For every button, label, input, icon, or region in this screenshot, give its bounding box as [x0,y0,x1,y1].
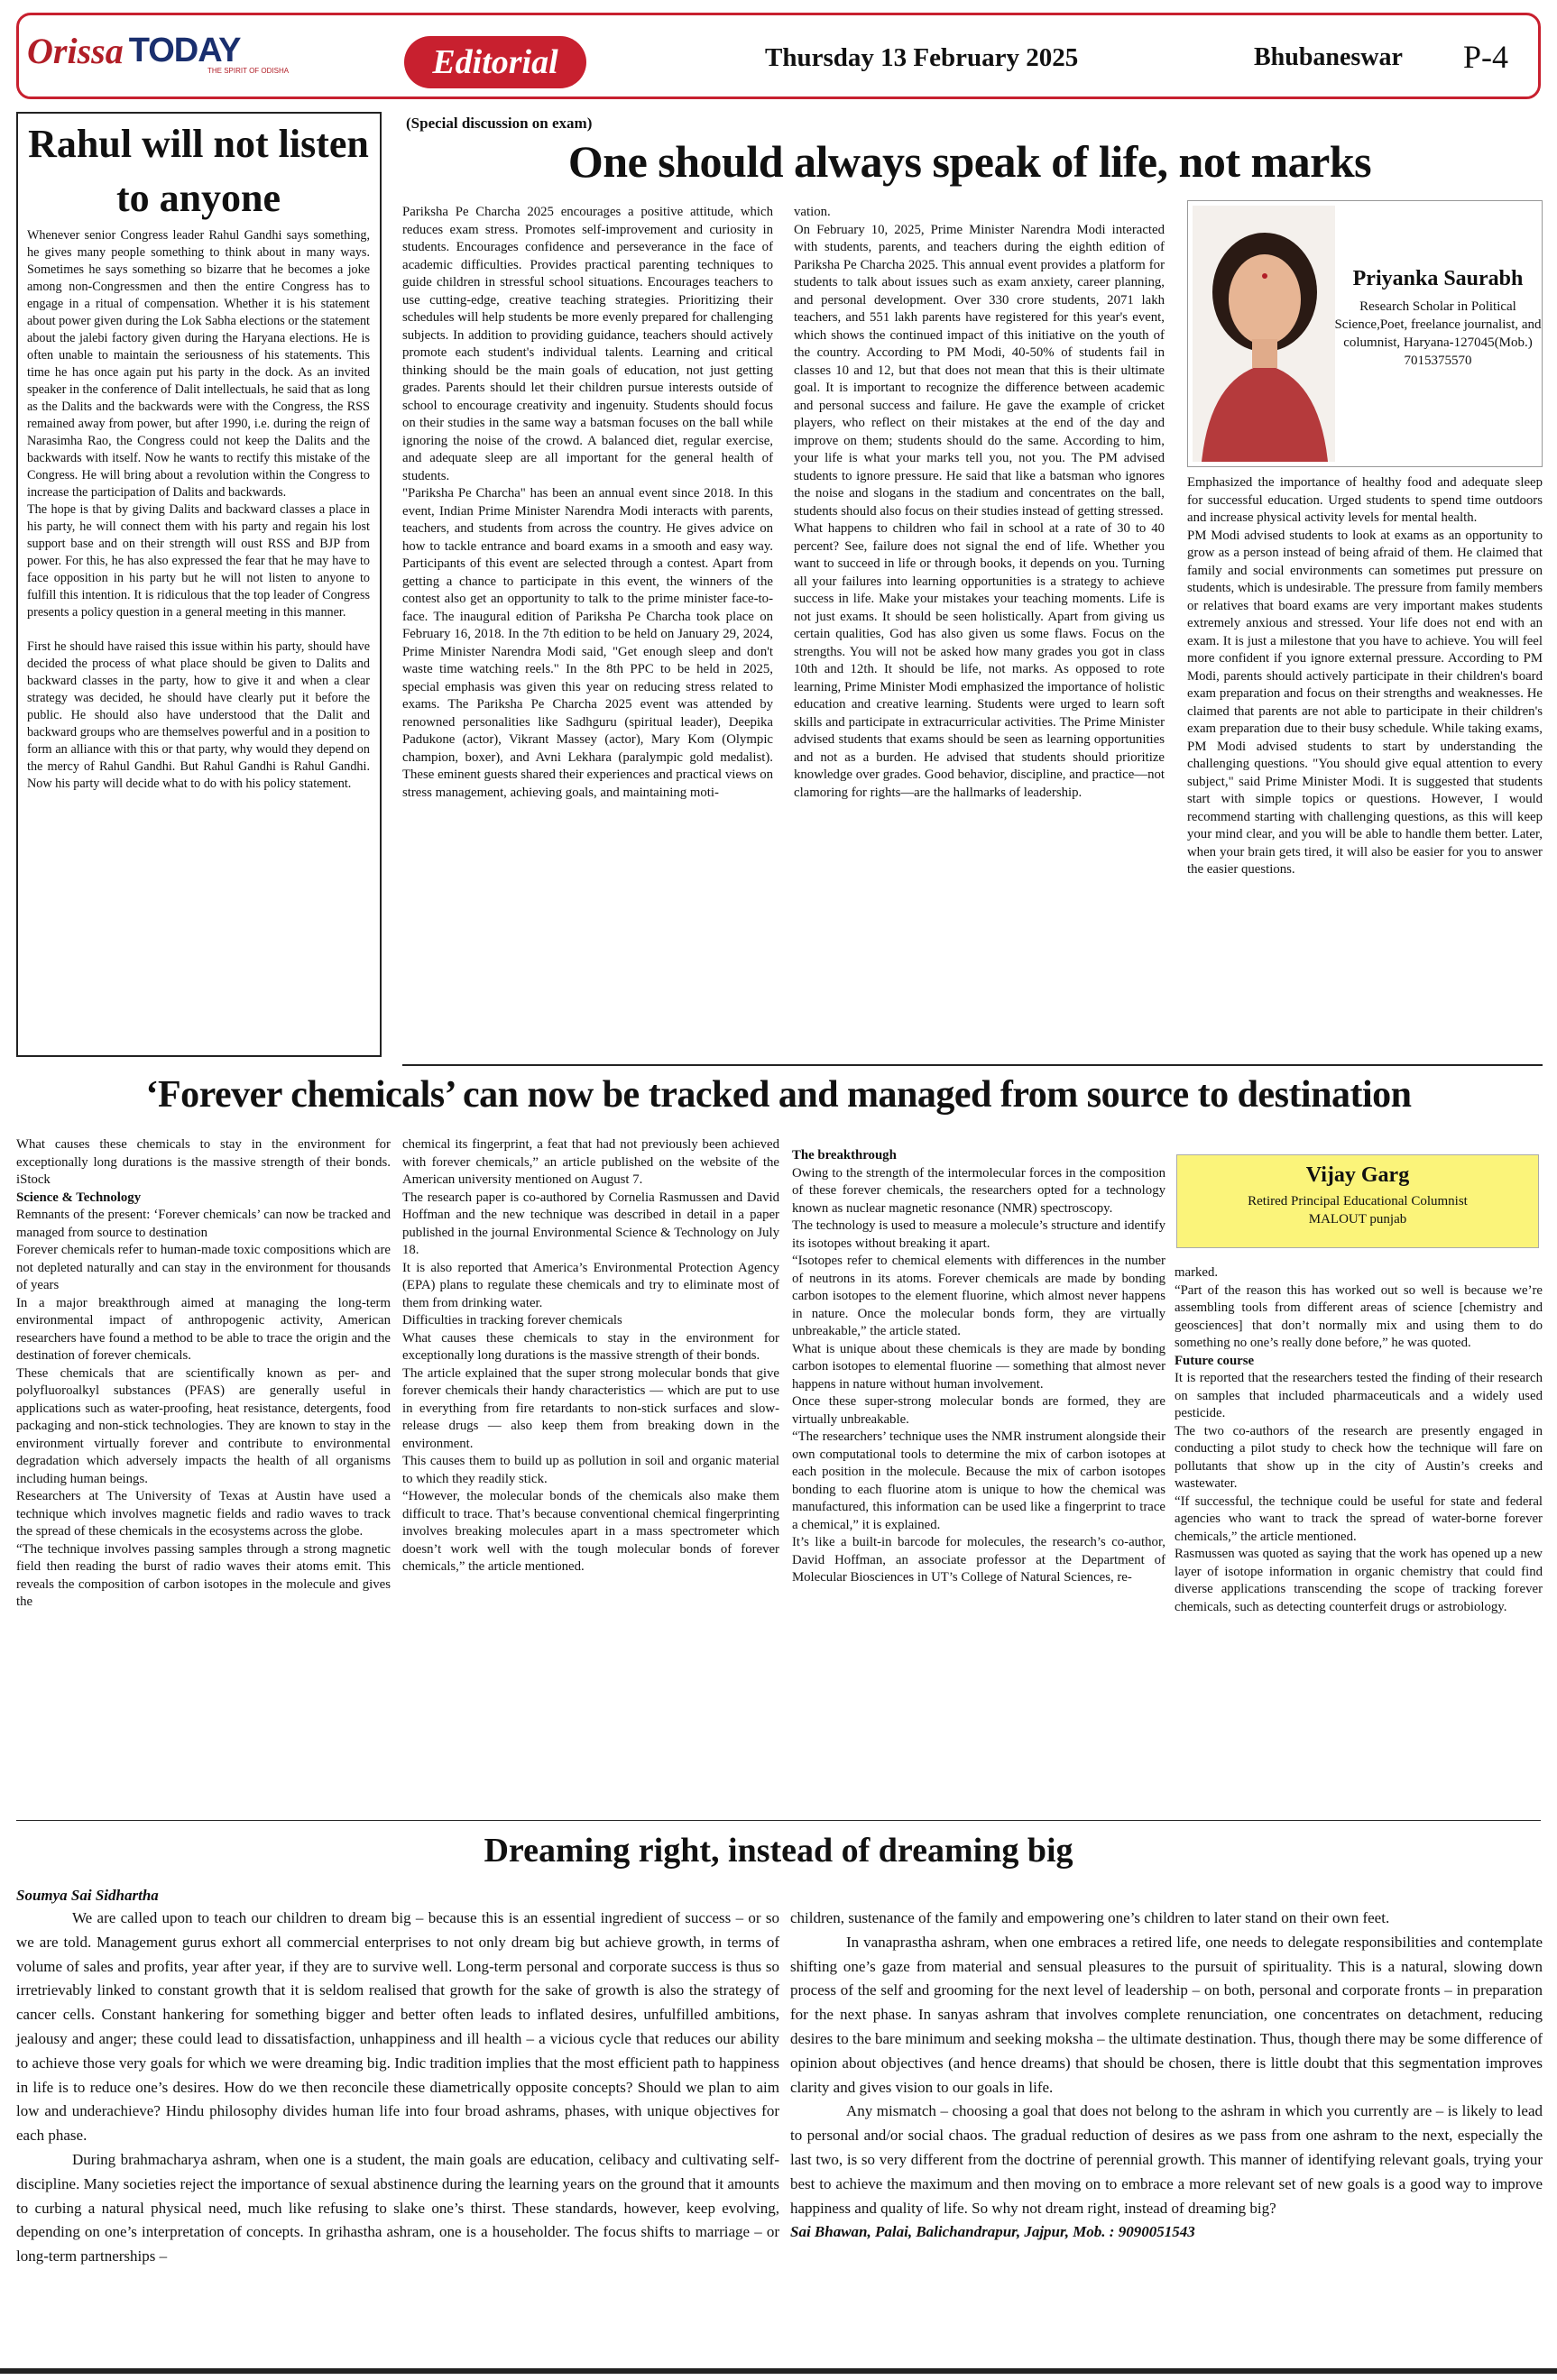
chemicals-column-2 [402,1136,779,1576]
paragraph: "Pariksha Pe Charcha" has been an annual event since 2018. In this event, Indian Prime Minister Narendra Modi interacts with parents, teachers, and students from across the country. He gives advice on how to tackle entrance and board exams in a smooth and easy way. Participants of this event are selected through a contest. Apart from getting a chance to participate in this event, the winners of the contest also get an opportunity to talk to the prime minister face-to-face. The inaugural edition of Pariksha Pe Charcha took place on February 16, 2018. In the 7th edition to be held on January 29, 2024, Prime Minister Narendra Modi said, "Get enough sleep and don't waste time watching reels." In the 8th PPC to be held in 2025, special emphasis was given this year on reducing stress related to exams. The Pariksha Pe Charcha 2025 event was attended by renowned personalities like Sadhguru (spiritual leader), Deepika Padukone (actor), Vikrant Massey (actor), Mary Kom (Olympic champion, boxer), and Avni Lekhara (paralympic gold medalist). These eminent guests shared their experiences and practical views on stress management, achieving goals, and maintaining moti- [402,486,773,800]
subhead: Science & Technology [16,1190,142,1205]
dreaming-signature: Sai Bhawan, Palai, Balichandrapur, Jajpur, Mob. : 9090051543 [790,2223,1195,2241]
dreaming-column-1 [16,1907,779,2269]
paragraph: In vanaprastha ashram, when one embraces a retired life, one needs to delegate responsibilities and contemplate shifting one’s gaze from material and sensual pleasures to the pursuit of spirituality. This is a natural, slowing down process of the self and grooming for the next level of leadership – on both, personal and corporate fronts – in preparation for the next phase. In sanyas ashram that involves complete renunciation, one concentrates on detachment, reducing desires to the bare minimum and seeking moksha – the ultimate destination. Thus, though there may be some difference of opinion about objectives (and hence dreams) that should be chosen, there is little doubt that this segmentation improves clarity and gives vision to our goals in life. [790,1933,1543,2096]
newspaper-logo[interactable] [27,27,290,75]
chemicals-author-name: Vijay Garg [1305,1163,1410,1187]
issue-city: Bhubaneswar [1254,43,1403,71]
chemicals-author-description [1176,1192,1539,1228]
paragraph: It’s like a built-in barcode for molecules, the research’s co-author, David Hoffman, an associate professor at the Department of Molecular Biosciences in UT’s College of Natural Sciences, re- [792,1535,1165,1585]
section-divider [16,1820,1541,1821]
paragraph: “The technique involves passing samples through a strong magnetic field then reading the burst of radio waves their atoms emit. This reveals the composition of carbon isotopes in the molecule and gives the [16,1541,391,1609]
paragraph: The article explained that the super strong molecular bonds that give forever chemicals their handy characteristics — which are put to use in everything from fire retardants to non-stick surfaces and slow-release drugs — also keep them from breaking down in the environment. [402,1365,779,1451]
paragraph: What causes these chemicals to stay in the environment for exceptionally long durations is the massive strength of their bonds. [402,1330,779,1363]
paragraph: children, sustenance of the family and empowering one’s children to later stand on their own feet. [790,1909,1390,1926]
paragraph: The two co-authors of the research are presently engaged in conducting a pilot study to check how the technique will fare on pollutants that show up in the city of Austin’s creeks and wastewater. [1175,1423,1543,1491]
paragraph: This causes them to build up as pollution in soil and organic material to which they readily stick. [402,1454,779,1486]
paragraph: These chemicals that are scientifically known as per- and polyfluoroalkyl substances (PFAS) are generally useful in applications such as water-proofing, heat resistance, detergents, food packaging and non-stick technologies. They are known to stay in the environment virtually forever and contribute to environmental degradation which adversely impacts the health of all organisms including human beings. [16,1365,391,1486]
paragraph: vation. [794,205,831,219]
logo-tagline: THE SPIRIT OF ODISHA [207,67,290,75]
paragraph: PM Modi advised students to look at exams as an opportunity to grow as a person instead of being afraid of them. He claimed that family and social environments can sometimes put pressure on students, which is undesirable. The pressure from family members or relatives that board exams are very important makes students extremely anxious and stressed. Your life does not end with an exam. It is just a milestone that you have to achieve. You will feel more confident if you ignore external pressure. According to PM Modi, parents should actively participate in their children's board exam preparation and focus on their strengths and weaknesses. He claimed that parents are not able to participate in their children's exam preparation due to their busy schedule. While taking exams, PM Modi advised students to start by understanding the challenging questions. "You should give equal attention to every subject," said Prime Minister Modi. It is suggested that students start with simple topics or questions. However, I would recommend starting with challenging questions, as this will keep your mind clear, and you will be able to handle them better. Later, when your brain gets tired, it will also be easier for you to answer the easier questions. [1187,528,1543,877]
paragraph: What causes these chemicals to stay in the environment for exceptionally long durations is the massive strength of their bonds. iStock [16,1137,391,1187]
paragraph: What is unique about these chemicals is they are made by bonding carbon isotopes to elemental fluorine — something that almost never happens in nature without human involvement. [792,1341,1165,1392]
page-number: P-4 [1463,39,1509,75]
paragraph: The hope is that by giving Dalits and backward classes a place in his party, he will connect them with his party and regain his lost support base and on their strength will oust RSS and BJP from power. For this, he has also expressed the fear that he may have to face opposition in his party but he will not listen to anyone to fulfill this intention. It is ridiculous that the top leader of Congress presents a policy question in a general meeting in this manner. [27,502,370,620]
subhead: Difficulties in tracking forever chemicals [402,1313,622,1328]
logo-orissa: Orissa [27,30,124,71]
paragraph: We are called upon to teach our children to dream big – because this is an essential ingredient of success – or so we are told. Management gurus exhort all commercial enterprises to not only dream big but achieve growth, in terms of volume of sales and profits, year after year, if they are to survive well. Long-term personal and corporate success is thus so irretrievably linked to constant growth that it is seldom realised that growth for the sake of growth is also the strategy of cancer cells. Constant hankering for something bigger and better often leads to inflated desires, unfulfilled ambitions, jealousy and anger; these could lead to dissatisfaction, unhappiness and ill health – a vicious cycle that reduces our ability to achieve those very goals for which we were dreaming big. Indic tradition implies that the most efficient path to happiness in life is to reduce one’s desires. How do we then reconcile these diametrically opposite concepts? Should we plan to aim low and underachieve? Hindu philosophy divides human life into four broad ashrams, phases, with unique objectives for each phase. [16,1909,779,2145]
paragraph: “Isotopes refer to chemical elements with differences in the number of neutrons in its atoms. Forever chemicals are made by bonding carbon isotopes to the element fluorine, which almost never happens in nature. Once the molecular bonds form, they are virtually unbreakable,” the article stated. [792,1254,1165,1338]
paragraph: Whenever senior Congress leader Rahul Gandhi says something, he gives many people something to think about in many ways. Sometimes he says something so bizarre that he becomes a joke among non-Congressmen and then the entire Congress has to engage in a ritual of compensation. Whether it is his statement about power given during the Lok Sabha elections or the statement about the jalebi factory given during the Haryana elections. He is often unable to maintain the seriousness of his statements. This time he has once again put his party in the dock. As an invited speaker in the conference of Dalit intellectuals, he said that as long as the Dalits and the backwards were with the Congress, the RSS remained away from power, but after 1990, i.e. during the reign of Narasimha Rao, the Congress could not keep the Dalits and the backwards with itself. Now he wants to rectify this mistake of the Congress. He will bring about a revolution within the Congress to increase the participation of Dalits and backwards. [27,228,370,500]
subhead: The breakthrough [792,1148,897,1162]
logo-today: TODAY [128,31,241,69]
paragraph: “Part of the reason this has worked out so well is because we’re assembling tools from different areas of science [chemistry and geosciences] that don’t normally mix and using them to do something no one’s really done before,” he was quoted. [1175,1282,1543,1350]
rahul-article-body [27,227,370,793]
paragraph: The technology is used to measure a molecule’s structure and identify its isotopes without breaking it apart. [792,1218,1165,1251]
exam-headline: One should always speak of life, not marks [567,136,1372,187]
exam-column-3 [1187,474,1543,879]
chemicals-column-3 [792,1147,1165,1587]
paragraph: chemical its fingerprint, a feat that had not previously been achieved with forever chemicals,” an article published on the website of the American university mentioned on August 7. [402,1137,779,1187]
paragraph: Researchers at The University of Texas at Austin have used a technique which involves magnetic fields and radio waves to track the spread of these chemicals in the ecosystems across the globe. [16,1489,391,1539]
paragraph: Forever chemicals refer to human-made toxic compositions which are not depleted naturally and can stay in the environment for thousands of years [16,1243,391,1292]
dreaming-headline: Dreaming right, instead of dreaming big [484,1832,1073,1870]
paragraph: Once these super-strong molecular bonds are formed, they are virtually unbreakable. [792,1394,1165,1427]
paragraph: It is reported that the researchers tested the finding of their research on samples that included pharmaceuticals and a widely used pesticide. [1175,1371,1543,1420]
paragraph: marked. [1175,1265,1219,1280]
dreaming-byline: Soumya Sai Sidhartha [16,1887,159,1904]
exam-author-name: Priyanka Saurabh [1352,267,1524,290]
author-photo [1193,206,1335,462]
paragraph: Owing to the strength of the intermolecular forces in the composition of these forever chemicals, the researchers opted for a technology known as nuclear magnetic resonance (NMR) spectroscopy. [792,1165,1165,1216]
exam-column-2 [794,204,1165,802]
subhead: Future course [1175,1353,1255,1368]
exam-column-1 [402,204,773,802]
paragraph: The research paper is co-authored by Cornelia Rasmussen and David Hoffman and the new technique was described in detail in a paper published in the journal Environmental Science & Technology on July 18. [402,1190,779,1257]
section-badge: Editorial [404,36,586,88]
paragraph: “The researchers’ technique uses the NMR instrument alongside their own computational tools to determine the mix of carbon isotopes at each position in the molecule. Because the mix of carbon isotopes bonding to each fluorine atom is unique to how the chemical was manufactured, this information can be used like a fingerprint to trace a chemical,” it is explained. [792,1429,1165,1532]
paragraph: Rasmussen was quoted as saying that the work has opened up a new layer of isotope information in organic chemistry that could find diverse applications transcending the scope of tracking forever chemicals, such as detecting counterfeit drugs or astrobiology. [1175,1547,1543,1614]
dreaming-column-2 [790,1907,1543,2245]
chemicals-column-4 [1175,1264,1543,1616]
section-divider [402,1064,1543,1066]
paragraph: During brahmacharya ashram, when one is a student, the main goals are education, celibacy and cultivating self-discipline. Many societies reject the importance of sexual abstinence during the learning years on the ground that it amounts to curbing a natural physical need, much like refusing to slake one’s thirst. These standards, however, keep evolving, depending on one’s interpretation of concepts. In grihastha ashram, one is a householder. The focus shifts to marriage – or long-term partnerships – [16,2150,779,2265]
paragraph: What happens to children who fail in school at a rate of 30 to 40 percent? See, failure does not signal the end of life. Whether you want to succeed in life or through books, it depends on you. Turning all your failures into learning opportunities is a strategy to achieve success in life. Make your mistakes your teaching moments. Life is not just exams. It should be seen holistically. Apart from giving us certain qualities, God has also given us some flaws. Focus on the strengths. You will not be asked how many grades you got in class 10th and 12th. It should be life, not marks. As opposed to rote learning, Prime Minister Modi emphasized the importance of holistic education and creative learning. Students were urged to learn soft skills and participate in extracurricular activities. The Prime Minister advised students that exams should be seen as learning opportunities and not as a burden. He advised that students should prioritize knowledge over grades. Good behavior, discipline, and practice—not clamoring for rights—are the hallmarks of leadership. [794,521,1165,800]
chemicals-headline: ‘Forever chemicals’ can now be tracked and managed from source to destination [145,1074,1412,1116]
paragraph: It is also reported that America’s Environmental Protection Agency (EPA) plans to regulate these chemicals and try to eliminate most of them from drinking water. [402,1260,779,1310]
paragraph: First he should have raised this issue within his party, should have decided the process of what place should be given to Dalits and backward classes in the party, how to give it and when a clear strategy was decided, he should have clearly put it before the public. He should also have understood that the Dalit and backward groups who are themselves powerful and in a position to form an alliance with this or that party, why would they depend on the mercy of Rahul Gandhi. But Rahul Gandhi is Rahul Gandhi. Now his party will decide what to do with his policy statement. [27,639,370,791]
page-footer-bar [0,2368,1557,2374]
paragraph: Any mismatch – choosing a goal that does not belong to the ashram in which you currently are – is likely to lead to personal and/or social chaos. The gradual reduction of desires as we pass from one ashram to the next, especially the last two, is so very different from the doctrine of perennial growth. This manner of identifying relevant goals, trying your best to achieve the maximum and then moving on to embrace a more relevant set of new goals is a good way to improve happiness and quality of life. So why not dream right, instead of dreaming big? [790,2102,1543,2217]
paragraph: In a major breakthrough aimed at managing the long-term environmental impact of anthropogenic activity, American researchers have found a method to be able to trace the origin and the destination of forever chemicals. [16,1295,391,1363]
issue-date: Thursday 13 February 2025 [765,43,1079,72]
paragraph: On February 10, 2025, Prime Minister Narendra Modi interacted with students, parents, and teachers during the eighth edition of Pariksha Pe Charcha 2025. This annual event provides a platform for students to talk about issues such as exam anxiety, career planning, and personal development. Over 330 crore students, 2071 lakh teachers, and 551 lakh parents have registered for this year's event, which shows the continued impact of this initiative on the youth of the country. According to PM Modi, 40-50% of students fail in classes 10 and 12, but that does not mean that this is their ultimate goal. It is important to recognize the difference between academic and personal success and failure. He gave the example of cricket players, who reflect on their mistakes at the end of the day and improve on them; students should do the same. According to him, your life is what your marks tell you, not you. The PM advised students to ignore pressure. He said that like a batsman who ignores the noise and slogans in the stadium and concentrates on the ball, students should also focus on their studies instead of getting stressed. [794,222,1165,519]
author-location: MALOUT punjab [1308,1212,1407,1227]
exam-kicker: (Special discussion on exam) [406,115,593,132]
paragraph: Remnants of the present: ‘Forever chemicals’ can now be tracked and managed from source to destination [16,1208,391,1240]
rahul-headline: Rahul will not listen to anyone [28,122,369,220]
paragraph: “However, the molecular bonds of the chemicals also make them difficult to trace. That’s because conventional chemical fingerprinting involves breaking molecules apart in a mass spectrometer which doesn’t work well with the tough molecular bonds of forever chemicals,” the article mentioned. [402,1489,779,1574]
author-title: Retired Principal Educational Columnist [1248,1194,1468,1208]
chemicals-column-1 [16,1136,391,1612]
paragraph: Pariksha Pe Charcha 2025 encourages a positive attitude, which reduces exam stress. Promotes self-improvement and curiosity in students. Encourages confidence and perseverance in the face of academic difficulties. Provides practical parenting techniques to guide children in stressful school situations. Encourages teachers to use cutting-edge, creative teaching strategies. Prioritizing their schedules will help students be more evenly prepared for challenging subjects. In addition to providing guidance, teachers should actively promote each student's individual talents. Learning and critical thinking should be the main goals of education, not just getting grades. Parents should let their children pursue interests outside of school to encourage creativity and ingenuity. Students should focus on their studies in the same way a batsman focuses on the ball while ignoring the noise of the crowd. A balanced diet, regular exercise, and adequate sleep are all important for the general health of students. [402,205,773,483]
paragraph: Emphasized the importance of healthy food and adequate sleep for successful education. Urged students to spend time outdoors and increase physical activity levels for mental health. [1187,475,1543,525]
exam-author-description: Research Scholar in Political Science,Poet, freelance journalist, and columnist, Haryana-127045(Mob.) 7015375570 [1334,299,1542,368]
paragraph: “If successful, the technique could be useful for state and federal agencies who want to track the spread of water-borne forever chemicals,” the article mentioned. [1175,1493,1543,1544]
